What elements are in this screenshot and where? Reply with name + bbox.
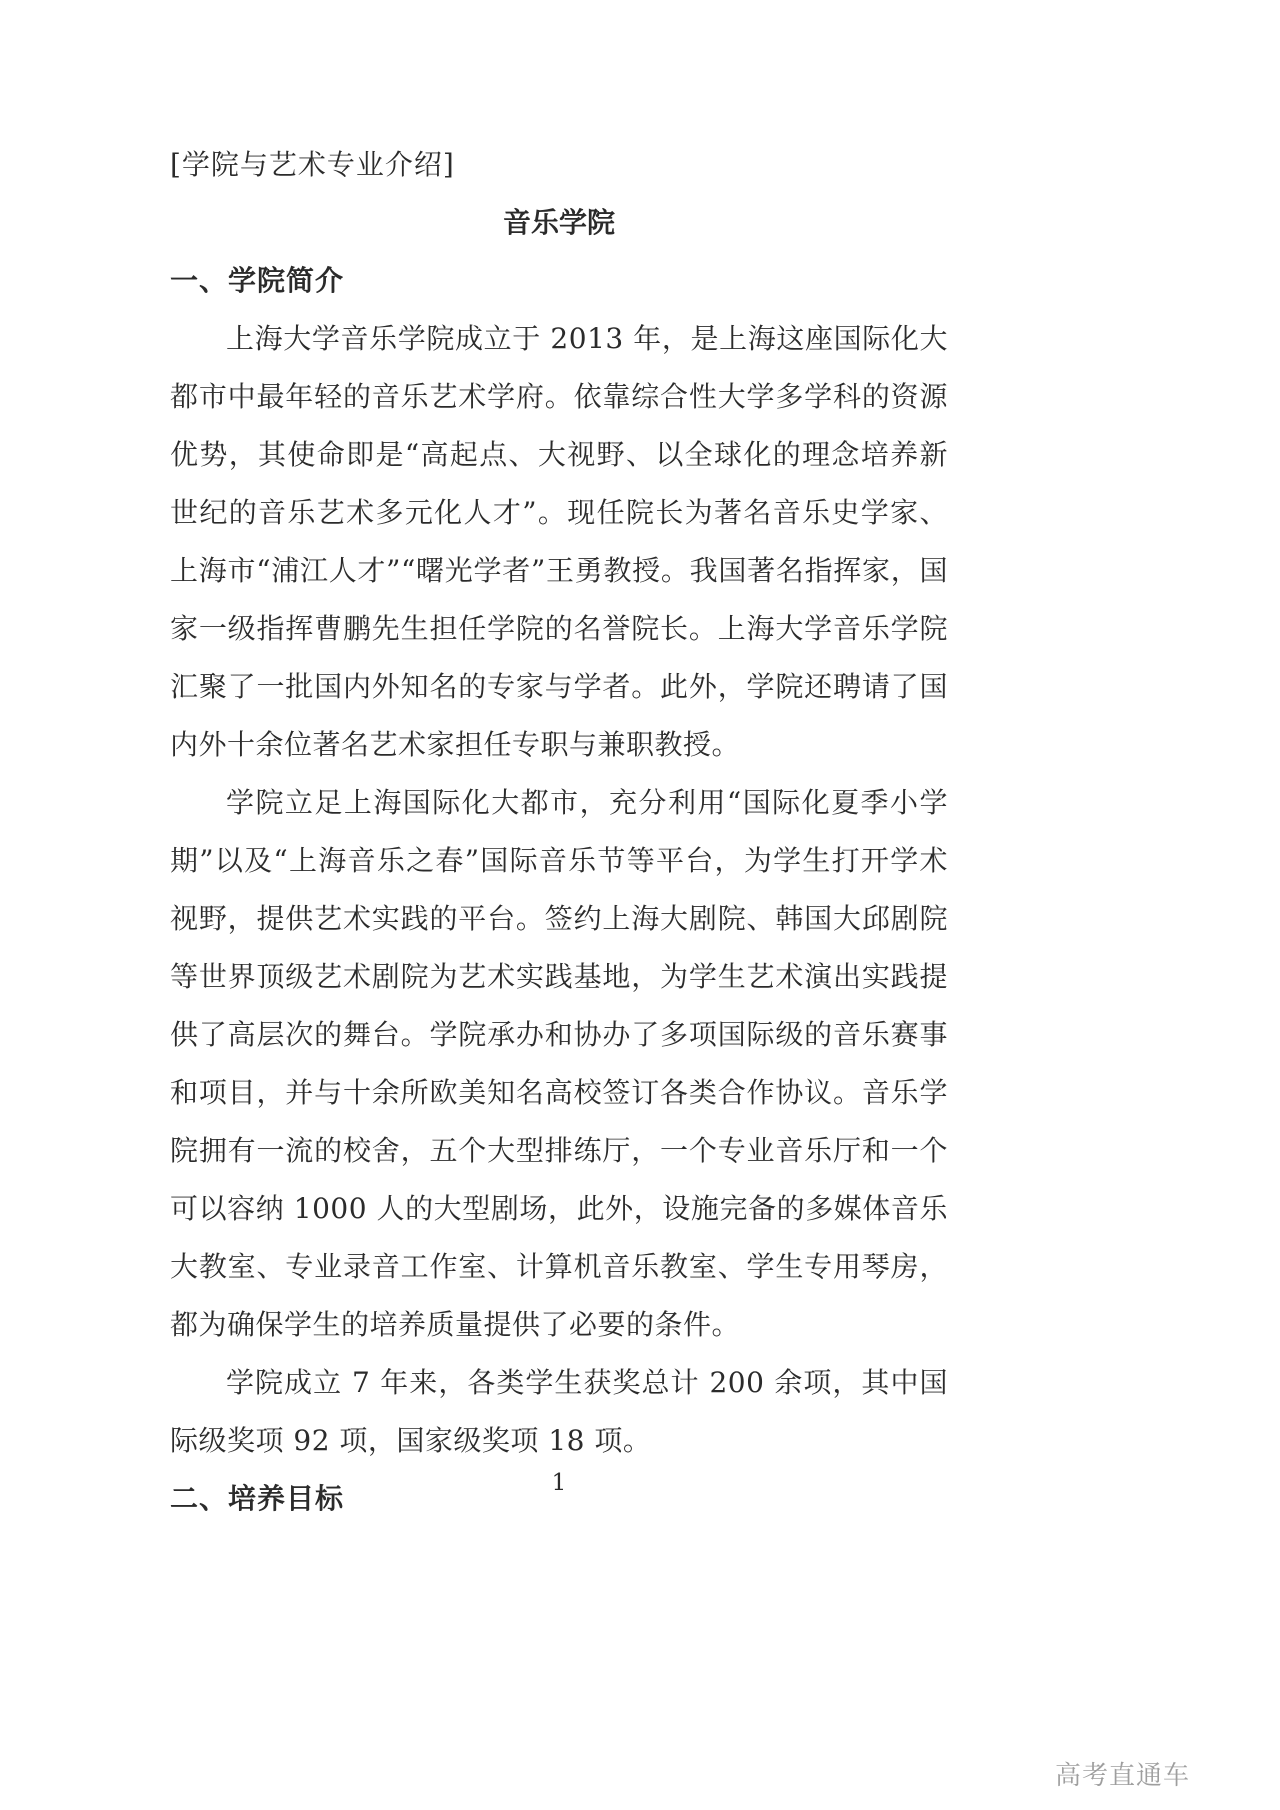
watermark: 高考直通车 <box>1054 1761 1190 1791</box>
section-bracket-title: [学院与艺术专业介绍] <box>170 148 455 181</box>
section-heading-goals: 二、培养目标 <box>170 1482 345 1515</box>
page-number: 1 <box>551 1470 567 1496</box>
document-body <box>170 136 948 1528</box>
paragraph: 学院成立 7 年来，各类学生获奖总计 200 余项，其中国际级奖项 92 项，国家级奖项 18 项。 <box>170 1366 948 1457</box>
document-title: 音乐学院 <box>502 206 615 239</box>
section-heading-overview: 一、学院简介 <box>170 264 345 297</box>
paragraph: 学院立足上海国际化大都市，充分利用“国际化夏季小学期”以及“上海音乐之春”国际音乐节等平台，为学生打开学术视野，提供艺术实践的平台。签约上海大剧院、韩国大邱剧院等世界顶级艺术剧院为艺术实践基地，为学生艺术演出实践提供了高层次的舞台。学院承办和协办了多项国际级的音乐赛事和项目，并与十余所欧美知名高校签订各类合作协议。音乐学院拥有一流的校舍，五个大型排练厅，一个专业音乐厅和一个可以容纳 1000 人的大型剧场，此外，设施完备的多媒体音乐大教室、专业录音工作室、计算机音乐教室、学生专用琴房，都为确保学生的培养质量提供了必要的条件。 <box>170 786 948 1341</box>
paragraph: 上海大学音乐学院成立于 2013 年，是上海这座国际化大都市中最年轻的音乐艺术学府。依靠综合性大学多学科的资源优势，其使命即是“高起点、大视野、以全球化的理念培养新世纪的音乐艺术多元化人才”。现任院长为著名音乐史学家、上海市“浦江人才”“曙光学者”王勇教授。我国著名指挥家，国家一级指挥曹鹏先生担任学院的名誉院长。上海大学音乐学院汇聚了一批国内外知名的专家与学者。此外，学院还聘请了国内外十余位著名艺术家担任专职与兼职教授。 <box>170 322 948 761</box>
